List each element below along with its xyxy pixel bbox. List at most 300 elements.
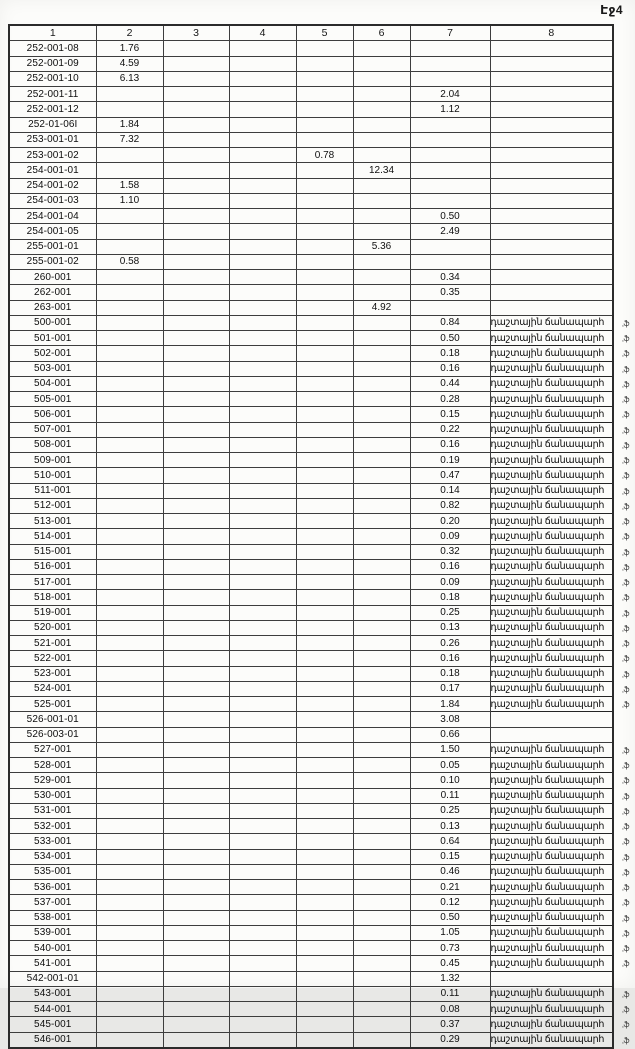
- table-row: [9, 392, 613, 407]
- area-value-cell: [296, 697, 353, 712]
- area-value-cell: [163, 437, 229, 452]
- area-value-cell: [163, 773, 229, 788]
- table-row: [9, 270, 613, 285]
- area-value-cell: 0.26: [410, 636, 490, 651]
- area-value-cell: 0.66: [410, 727, 490, 742]
- area-value-cell: [229, 300, 296, 315]
- land-use-cell: դաշտային ճանապարհ ,ֆ: [490, 361, 613, 376]
- area-value-cell: [229, 376, 296, 391]
- area-value-cell: [96, 971, 163, 986]
- area-value-cell: [353, 437, 410, 452]
- area-value-cell: [229, 575, 296, 590]
- page-edge-artifact: ,ֆ: [621, 608, 629, 618]
- parcel-id-cell: 510-001: [9, 468, 96, 483]
- area-value-cell: [96, 803, 163, 818]
- area-value-cell: [96, 1032, 163, 1048]
- area-value-cell: 1.84: [410, 697, 490, 712]
- parcel-id-cell: 501-001: [9, 331, 96, 346]
- parcel-id-cell: 505-001: [9, 392, 96, 407]
- area-value-cell: [353, 895, 410, 910]
- area-value-cell: [96, 529, 163, 544]
- page-edge-artifact: ,ֆ: [621, 501, 629, 511]
- area-value-cell: [229, 132, 296, 147]
- area-value-cell: [410, 132, 490, 147]
- land-use-cell: [490, 178, 613, 193]
- parcel-id-cell: 535-001: [9, 864, 96, 879]
- land-use-cell: դաշտային ճանապարհ ,ֆ: [490, 910, 613, 925]
- area-value-cell: [353, 971, 410, 986]
- area-value-cell: [96, 681, 163, 696]
- parcel-id-cell: 516-001: [9, 559, 96, 574]
- area-value-cell: 2.49: [410, 224, 490, 239]
- area-value-cell: [296, 331, 353, 346]
- area-value-cell: [353, 544, 410, 559]
- table-row: [9, 254, 613, 269]
- parcel-id-cell: 504-001: [9, 376, 96, 391]
- area-value-cell: 4.92: [353, 300, 410, 315]
- area-value-cell: 0.73: [410, 941, 490, 956]
- area-value-cell: [163, 41, 229, 56]
- page-edge-artifact: ,ֆ: [621, 471, 629, 481]
- area-value-cell: [163, 346, 229, 361]
- area-value-cell: [163, 1002, 229, 1017]
- area-value-cell: [296, 437, 353, 452]
- table-row: [9, 87, 613, 102]
- column-header: 4: [229, 25, 296, 41]
- parcel-id-cell: 254-001-03: [9, 193, 96, 208]
- table-row: [9, 971, 613, 986]
- area-value-cell: 1.84: [96, 117, 163, 132]
- page-edge-artifact: ,ֆ: [621, 349, 629, 359]
- area-value-cell: [96, 788, 163, 803]
- table-row: [9, 239, 613, 254]
- table-row: [9, 361, 613, 376]
- parcel-id-cell: 533-001: [9, 834, 96, 849]
- area-value-cell: 1.10: [96, 193, 163, 208]
- area-value-cell: [353, 697, 410, 712]
- area-value-cell: [96, 148, 163, 163]
- area-value-cell: [229, 559, 296, 574]
- area-value-cell: [229, 178, 296, 193]
- area-value-cell: [96, 849, 163, 864]
- area-value-cell: [96, 422, 163, 437]
- parcel-id-cell: 262-001: [9, 285, 96, 300]
- area-value-cell: [96, 697, 163, 712]
- area-value-cell: [353, 605, 410, 620]
- area-value-cell: [296, 727, 353, 742]
- page-edge-artifact: ,ֆ: [621, 517, 629, 526]
- area-value-cell: [296, 422, 353, 437]
- area-value-cell: [229, 437, 296, 452]
- area-value-cell: [163, 803, 229, 818]
- land-use-cell: [490, 117, 613, 132]
- area-value-cell: [353, 209, 410, 224]
- area-value-cell: 2.04: [410, 87, 490, 102]
- page-edge-artifact: ,ֆ: [621, 852, 629, 862]
- area-value-cell: [296, 620, 353, 635]
- area-value-cell: [296, 453, 353, 468]
- area-value-cell: [229, 758, 296, 773]
- table-row: [9, 651, 613, 666]
- area-value-cell: [296, 361, 353, 376]
- parcel-id-cell: 523-001: [9, 666, 96, 681]
- area-value-cell: [353, 71, 410, 86]
- area-value-cell: [163, 315, 229, 330]
- land-use-cell: դաշտային ճանապարհ ,ֆ: [490, 864, 613, 879]
- area-value-cell: [96, 300, 163, 315]
- area-value-cell: [163, 254, 229, 269]
- area-value-cell: [353, 178, 410, 193]
- area-value-cell: 0.16: [410, 361, 490, 376]
- area-value-cell: [163, 651, 229, 666]
- area-value-cell: [163, 468, 229, 483]
- page-edge-artifact: ,ֆ: [621, 654, 629, 664]
- area-value-cell: [296, 41, 353, 56]
- table-row: [9, 437, 613, 452]
- area-value-cell: [296, 971, 353, 986]
- parcel-id-cell: 260-001: [9, 270, 96, 285]
- parcel-id-cell: 253-001-02: [9, 148, 96, 163]
- area-value-cell: 0.82: [410, 498, 490, 513]
- land-use-cell: դաշտային ճանապարհ ,ֆ: [490, 986, 613, 1001]
- area-value-cell: 0.44: [410, 376, 490, 391]
- parcel-id-cell: 515-001: [9, 544, 96, 559]
- area-value-cell: [163, 788, 229, 803]
- area-value-cell: [229, 1032, 296, 1048]
- area-value-cell: [353, 956, 410, 971]
- area-value-cell: [229, 636, 296, 651]
- area-value-cell: [353, 224, 410, 239]
- area-value-cell: [296, 270, 353, 285]
- area-value-cell: [96, 102, 163, 117]
- land-use-cell: դաշտային ճանապարհ ,ֆ: [490, 346, 613, 361]
- parcel-id-cell: 542-001-01: [9, 971, 96, 986]
- area-value-cell: [96, 651, 163, 666]
- table-row: [9, 132, 613, 147]
- area-value-cell: 0.47: [410, 468, 490, 483]
- parcel-id-cell: 500-001: [9, 315, 96, 330]
- area-value-cell: 0.29: [410, 1032, 490, 1048]
- area-value-cell: 0.13: [410, 819, 490, 834]
- area-value-cell: [296, 849, 353, 864]
- area-value-cell: [96, 87, 163, 102]
- land-use-cell: դաշտային ճանապարհ ,ֆ: [490, 559, 613, 574]
- page-edge-artifact: ,ֆ: [621, 486, 629, 496]
- area-value-cell: [353, 468, 410, 483]
- area-value-cell: [410, 41, 490, 56]
- area-value-cell: [229, 87, 296, 102]
- area-value-cell: [96, 483, 163, 498]
- area-value-cell: [163, 758, 229, 773]
- column-header: 2: [96, 25, 163, 41]
- area-value-cell: [229, 483, 296, 498]
- area-value-cell: 0.28: [410, 392, 490, 407]
- page-edge-artifact: ,ֆ: [621, 684, 629, 694]
- area-value-cell: 0.64: [410, 834, 490, 849]
- parcel-id-cell: 538-001: [9, 910, 96, 925]
- area-value-cell: [163, 148, 229, 163]
- table-row: [9, 178, 613, 193]
- page-edge-artifact: ,ֆ: [621, 837, 629, 847]
- area-value-cell: [353, 346, 410, 361]
- area-value-cell: [296, 468, 353, 483]
- area-value-cell: [96, 575, 163, 590]
- table-row: [9, 498, 613, 513]
- parcel-id-cell: 522-001: [9, 651, 96, 666]
- area-value-cell: [229, 666, 296, 681]
- table-row: [9, 849, 613, 864]
- area-value-cell: 0.11: [410, 986, 490, 1001]
- area-value-cell: [229, 529, 296, 544]
- table-row: [9, 1032, 613, 1048]
- area-value-cell: [229, 163, 296, 178]
- area-value-cell: [353, 758, 410, 773]
- area-value-cell: [96, 834, 163, 849]
- area-value-cell: 0.78: [296, 148, 353, 163]
- parcel-id-cell: 252-001-08: [9, 41, 96, 56]
- table-row: [9, 803, 613, 818]
- area-value-cell: 1.12: [410, 102, 490, 117]
- table-row: [9, 697, 613, 712]
- area-value-cell: [96, 437, 163, 452]
- area-value-cell: 0.35: [410, 285, 490, 300]
- area-value-cell: 0.34: [410, 270, 490, 285]
- area-value-cell: [96, 590, 163, 605]
- area-value-cell: [163, 285, 229, 300]
- area-value-cell: [353, 361, 410, 376]
- area-value-cell: [353, 925, 410, 940]
- area-value-cell: [163, 742, 229, 757]
- area-value-cell: [96, 666, 163, 681]
- area-value-cell: [353, 102, 410, 117]
- land-use-cell: դաշտային ճանապարհ ,ֆ: [490, 849, 613, 864]
- area-value-cell: [296, 681, 353, 696]
- parcel-id-cell: 254-001-05: [9, 224, 96, 239]
- area-value-cell: [229, 742, 296, 757]
- table-row: [9, 666, 613, 681]
- parcel-id-cell: 254-001-04: [9, 209, 96, 224]
- land-use-cell: դաշտային ճանապարհ ,ֆ: [490, 407, 613, 422]
- area-value-cell: [96, 331, 163, 346]
- land-use-cell: [490, 239, 613, 254]
- area-value-cell: [163, 453, 229, 468]
- table-row: [9, 102, 613, 117]
- table-row: [9, 895, 613, 910]
- area-value-cell: [229, 880, 296, 895]
- area-value-cell: [163, 895, 229, 910]
- area-value-cell: [229, 315, 296, 330]
- area-value-cell: 0.58: [96, 254, 163, 269]
- area-value-cell: 1.76: [96, 41, 163, 56]
- area-value-cell: [96, 956, 163, 971]
- area-value-cell: [353, 270, 410, 285]
- area-value-cell: [296, 666, 353, 681]
- area-value-cell: [353, 148, 410, 163]
- table-row: [9, 605, 613, 620]
- area-value-cell: [296, 834, 353, 849]
- table-row: [9, 559, 613, 574]
- table-row: [9, 468, 613, 483]
- area-value-cell: [353, 910, 410, 925]
- column-header: 3: [163, 25, 229, 41]
- page-number-label: Էջ4: [600, 3, 623, 17]
- area-value-cell: [353, 681, 410, 696]
- area-value-cell: [229, 681, 296, 696]
- land-use-cell: դաշտային ճանապարհ ,ֆ: [490, 681, 613, 696]
- area-value-cell: [296, 864, 353, 879]
- area-value-cell: [353, 117, 410, 132]
- area-value-cell: 0.50: [410, 910, 490, 925]
- area-value-cell: [296, 559, 353, 574]
- page-edge-artifact: ,ֆ: [621, 944, 629, 953]
- page-edge-artifact: ,ֆ: [621, 578, 629, 587]
- area-value-cell: [410, 163, 490, 178]
- area-value-cell: [163, 620, 229, 635]
- area-value-cell: [353, 651, 410, 666]
- area-value-cell: [229, 41, 296, 56]
- land-use-cell: դաշտային ճանապարհ ,ֆ: [490, 422, 613, 437]
- page-edge-artifact: ,ֆ: [621, 425, 629, 435]
- area-value-cell: [96, 163, 163, 178]
- area-value-cell: [353, 712, 410, 727]
- parcel-id-cell: 536-001: [9, 880, 96, 895]
- land-use-cell: դաշտային ճանապարհ ,ֆ: [490, 742, 613, 757]
- area-value-cell: [96, 361, 163, 376]
- area-value-cell: [96, 285, 163, 300]
- area-value-cell: [96, 209, 163, 224]
- table-row: [9, 117, 613, 132]
- land-use-cell: դաշտային ճանապարհ ,ֆ: [490, 483, 613, 498]
- table-row: [9, 376, 613, 391]
- table-row: [9, 1017, 613, 1032]
- land-use-cell: դաշտային ճանապարհ ,ֆ: [490, 925, 613, 940]
- page-edge-artifact: ,ֆ: [621, 639, 629, 648]
- area-value-cell: [163, 117, 229, 132]
- area-value-cell: [296, 636, 353, 651]
- area-value-cell: 0.45: [410, 956, 490, 971]
- area-value-cell: [296, 895, 353, 910]
- area-value-cell: [163, 422, 229, 437]
- area-value-cell: [296, 910, 353, 925]
- area-value-cell: [229, 71, 296, 86]
- page-edge-artifact: ,ֆ: [621, 822, 629, 831]
- area-value-cell: [229, 544, 296, 559]
- table-row: [9, 300, 613, 315]
- area-value-cell: [296, 941, 353, 956]
- table-row: [9, 148, 613, 163]
- area-value-cell: [296, 819, 353, 834]
- area-value-cell: [163, 361, 229, 376]
- area-value-cell: [296, 193, 353, 208]
- area-value-cell: [96, 712, 163, 727]
- area-value-cell: [353, 742, 410, 757]
- land-use-cell: դաշտային ճանապարհ ,ֆ: [490, 605, 613, 620]
- area-value-cell: [229, 239, 296, 254]
- area-value-cell: 7.32: [96, 132, 163, 147]
- land-use-cell: [490, 56, 613, 71]
- page-edge-artifact: ,ֆ: [621, 364, 629, 374]
- page-edge-artifact: ,ֆ: [621, 532, 629, 542]
- area-value-cell: [410, 300, 490, 315]
- land-use-cell: [490, 71, 613, 86]
- table-row: [9, 636, 613, 651]
- area-value-cell: [96, 880, 163, 895]
- page-edge-artifact: ,ֆ: [621, 1020, 629, 1030]
- area-value-cell: 0.19: [410, 453, 490, 468]
- area-value-cell: [163, 971, 229, 986]
- area-value-cell: [163, 376, 229, 391]
- land-use-cell: դաշտային ճանապարհ ,ֆ: [490, 392, 613, 407]
- parcel-id-cell: 517-001: [9, 575, 96, 590]
- area-value-cell: 0.46: [410, 864, 490, 879]
- parcel-id-cell: 521-001: [9, 636, 96, 651]
- page-edge-artifact: ,ֆ: [621, 395, 629, 404]
- land-use-cell: [490, 224, 613, 239]
- land-use-cell: [490, 727, 613, 742]
- area-value-cell: [96, 620, 163, 635]
- area-value-cell: [229, 407, 296, 422]
- table-row: [9, 483, 613, 498]
- land-use-cell: դաշտային ճանապարհ ,ֆ: [490, 666, 613, 681]
- table-row: [9, 910, 613, 925]
- table-row: [9, 163, 613, 178]
- area-value-cell: [163, 392, 229, 407]
- land-use-cell: դաշտային ճանապարհ ,ֆ: [490, 529, 613, 544]
- area-value-cell: [96, 376, 163, 391]
- page-edge-artifact: ,ֆ: [621, 593, 629, 603]
- parcel-id-cell: 252-001-10: [9, 71, 96, 86]
- area-value-cell: 0.16: [410, 559, 490, 574]
- parcel-id-cell: 514-001: [9, 529, 96, 544]
- parcel-id-cell: 524-001: [9, 681, 96, 696]
- area-value-cell: [296, 986, 353, 1001]
- area-value-cell: 0.15: [410, 849, 490, 864]
- area-value-cell: [353, 803, 410, 818]
- area-value-cell: [229, 361, 296, 376]
- area-value-cell: [296, 803, 353, 818]
- page-edge-artifact: ,ֆ: [621, 913, 629, 923]
- area-value-cell: [163, 209, 229, 224]
- land-use-cell: դաշտային ճանապարհ ,ֆ: [490, 620, 613, 635]
- parcel-id-cell: 546-001: [9, 1032, 96, 1048]
- area-value-cell: [296, 956, 353, 971]
- land-use-cell: [490, 163, 613, 178]
- area-value-cell: [163, 819, 229, 834]
- table-row: [9, 514, 613, 529]
- area-value-cell: [353, 422, 410, 437]
- area-value-cell: 0.50: [410, 209, 490, 224]
- area-value-cell: [296, 315, 353, 330]
- land-use-cell: [490, 254, 613, 269]
- column-header: 1: [9, 25, 96, 41]
- area-value-cell: 0.25: [410, 605, 490, 620]
- parcel-id-cell: 537-001: [9, 895, 96, 910]
- area-value-cell: [229, 910, 296, 925]
- table-row: [9, 712, 613, 727]
- table-header: [9, 25, 613, 41]
- parcel-id-cell: 511-001: [9, 483, 96, 498]
- area-value-cell: [353, 529, 410, 544]
- page-edge-artifact: ,ֆ: [621, 410, 629, 420]
- land-use-cell: [490, 102, 613, 117]
- area-value-cell: [353, 773, 410, 788]
- area-value-cell: 6.13: [96, 71, 163, 86]
- area-value-cell: [353, 56, 410, 71]
- area-value-cell: 0.10: [410, 773, 490, 788]
- area-value-cell: [163, 102, 229, 117]
- parcel-id-cell: 255-001-02: [9, 254, 96, 269]
- area-value-cell: [353, 483, 410, 498]
